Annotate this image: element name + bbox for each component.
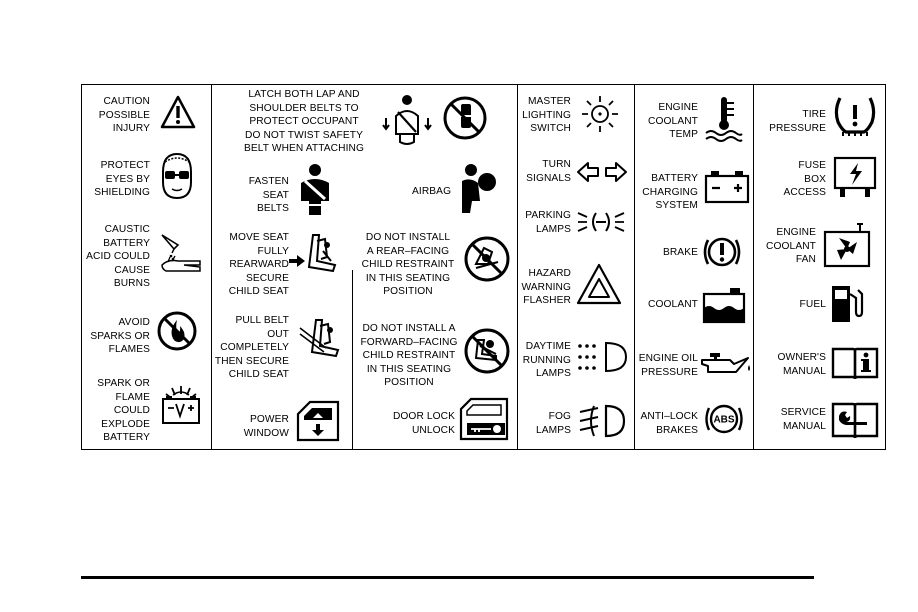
- seat-belt-person-icon: [295, 163, 335, 217]
- label-daytime-lamps: DAYTIME RUNNING LAMPS: [522, 341, 571, 380]
- label-move-seat: MOVE SEAT FULLY REARWARD SECURE CHILD SEAT: [228, 232, 289, 298]
- owners-manual-book-icon: [831, 345, 879, 381]
- daytime-running-lamps-icon: [576, 339, 628, 375]
- move-seat-rear-icon: [287, 231, 339, 277]
- label-avoid-sparks: AVOID SPARKS OR FLAMES: [90, 317, 150, 356]
- fuse-box-icon: [832, 155, 878, 199]
- fuel-pump-icon: [830, 284, 864, 324]
- page-bottom-rule: [81, 576, 814, 579]
- label-power-window: POWER WINDOW: [243, 414, 289, 439]
- hazard-triangle-icon: [576, 263, 622, 305]
- door-lock-key-icon: [459, 397, 509, 441]
- no-rear-facing-seat-icon: [462, 234, 512, 284]
- coolant-fan-icon: [823, 222, 871, 268]
- label-antilock: ANTI–LOCK BRAKES: [640, 411, 698, 436]
- column-divider: [211, 85, 212, 449]
- label-fuse-box: FUSE BOX ACCESS: [783, 160, 826, 199]
- brake-warning-icon: [701, 231, 743, 273]
- no-twist-belt-icon: [441, 94, 489, 142]
- abs-icon: [703, 401, 745, 437]
- label-coolant-fan: ENGINE COOLANT FAN: [766, 227, 816, 266]
- twisted-belt-person-icon: [380, 92, 434, 148]
- label-engine-oil: ENGINE OIL PRESSURE: [638, 353, 698, 378]
- parking-lamps-icon: [576, 205, 626, 239]
- oil-can-icon: [700, 350, 754, 376]
- label-fog-lamps: FOG LAMPS: [535, 411, 571, 436]
- label-brake: BRAKE: [662, 247, 698, 258]
- turn-signal-arrows-icon: [576, 160, 628, 184]
- label-pull-belt: PULL BELT OUT COMPLETELY THEN SECURE CHILD SEAT: [214, 315, 289, 381]
- master-lighting-switch-icon: [580, 94, 620, 134]
- label-hazard: HAZARD WARNING FLASHER: [521, 268, 571, 307]
- no-forward-facing-seat-icon: [462, 326, 512, 376]
- label-latch-belts: LATCH BOTH LAP AND SHOULDER BELTS TO PROTECT OCCUPANT DO NOT TWIST SAFETY BELT WHEN ATTACHING: [243, 89, 364, 155]
- caution-triangle-icon: [160, 94, 196, 130]
- face-shield-icon: [156, 150, 198, 202]
- label-airbag: AIRBAG: [412, 186, 452, 197]
- service-manual-wrench-icon: [831, 400, 879, 440]
- abs-icon-text: ABS: [713, 414, 735, 426]
- label-fuel: FUEL: [799, 299, 826, 310]
- power-window-icon: [296, 400, 340, 442]
- no-flame-icon: [156, 310, 198, 352]
- label-coolant: COOLANT: [648, 299, 698, 310]
- label-battery-charging: BATTERY CHARGING SYSTEM: [642, 173, 698, 212]
- label-service-manual: SERVICE MANUAL: [780, 407, 826, 432]
- label-no-forward-facing: DO NOT INSTALL A FORWARD–FACING CHILD RESTRAINT IN THIS SEATING POSITION: [360, 323, 458, 389]
- label-turn-signals: TURN SIGNALS: [526, 159, 571, 184]
- label-parking-lamps: PARKING LAMPS: [525, 210, 571, 235]
- pull-belt-child-seat-icon: [296, 318, 344, 366]
- label-protect-eyes: PROTECT EYES BY SHIELDING: [94, 160, 150, 199]
- label-door-lock: DOOR LOCK UNLOCK: [392, 411, 455, 436]
- battery-icon: [704, 168, 750, 204]
- acid-burn-hand-icon: [156, 231, 204, 273]
- label-fasten-belts: FASTEN SEAT BELTS: [248, 176, 289, 215]
- tire-pressure-icon: [832, 94, 878, 138]
- label-engine-coolant-temp: ENGINE COOLANT TEMP: [648, 102, 698, 141]
- label-master-lighting: MASTER LIGHTING SWITCH: [522, 96, 571, 135]
- label-owners-manual: OWNER'S MANUAL: [777, 352, 826, 377]
- column-divider: [352, 270, 353, 449]
- coolant-temperature-icon: [704, 95, 744, 141]
- column-divider: [753, 85, 754, 449]
- airbag-icon: [458, 161, 498, 215]
- coolant-reservoir-icon: [702, 286, 746, 324]
- fog-lamps-icon: [578, 402, 626, 440]
- label-tire-pressure: TIRE PRESSURE: [769, 109, 826, 134]
- label-spark-explode: SPARK OR FLAME COULD EXPLODE BATTERY: [97, 378, 150, 444]
- label-no-rear-facing: DO NOT INSTALL A REAR–FACING CHILD RESTRAINT IN THIS SEATING POSITION: [361, 232, 455, 298]
- battery-explode-icon: [158, 384, 204, 428]
- label-caustic: CAUSTIC BATTERY ACID COULD CAUSE BURNS: [86, 224, 150, 290]
- label-caution: CAUTION POSSIBLE INJURY: [98, 96, 150, 135]
